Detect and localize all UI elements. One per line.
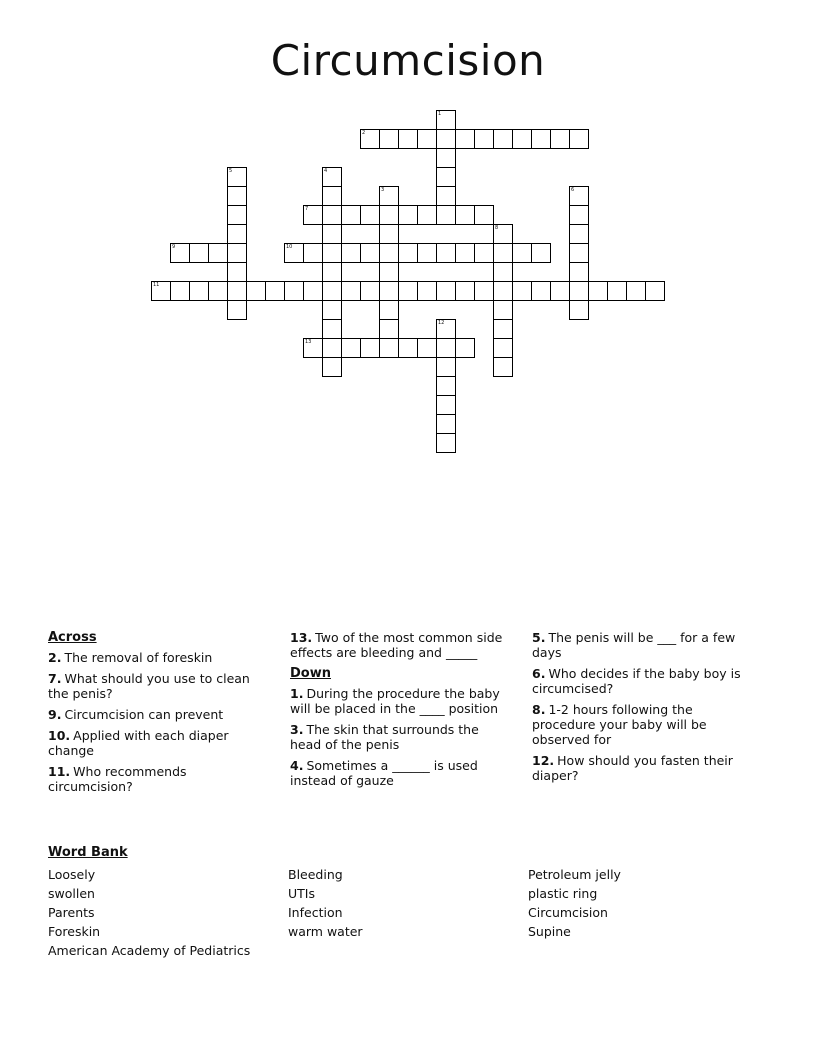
- crossword-cell[interactable]: [417, 129, 437, 149]
- clue-text: What should you use to clean the penis?: [48, 671, 250, 701]
- crossword-cell[interactable]: [493, 243, 513, 263]
- crossword-cell[interactable]: [341, 281, 361, 301]
- crossword-cell[interactable]: [493, 338, 513, 358]
- crossword-cell[interactable]: [417, 338, 437, 358]
- clues-column-3: [532, 630, 747, 789]
- word-bank-item: swollen: [48, 886, 95, 901]
- crossword-cell[interactable]: [379, 319, 399, 339]
- crossword-cell[interactable]: [493, 319, 513, 339]
- crossword-cell[interactable]: [322, 224, 342, 244]
- crossword-cell[interactable]: [379, 205, 399, 225]
- word-bank-item: warm water: [288, 924, 363, 939]
- clue-number: 7.: [48, 671, 62, 686]
- crossword-cell[interactable]: [531, 129, 551, 149]
- crossword-cell[interactable]: [227, 300, 247, 320]
- crossword-cell[interactable]: [569, 300, 589, 320]
- crossword-cell[interactable]: [189, 243, 209, 263]
- crossword-cell[interactable]: [569, 262, 589, 282]
- crossword-cell[interactable]: [493, 357, 513, 377]
- crossword-cell[interactable]: [303, 281, 323, 301]
- crossword-cell[interactable]: [341, 338, 361, 358]
- crossword-cell[interactable]: [436, 376, 456, 396]
- crossword-cell[interactable]: [170, 281, 190, 301]
- crossword-cell[interactable]: [493, 281, 513, 301]
- cell-clue-number: 10: [286, 244, 293, 250]
- clue-number: 4.: [290, 758, 304, 773]
- clue-number: 12.: [532, 753, 555, 768]
- clue-number: 8.: [532, 702, 546, 717]
- word-bank-column-3: [528, 865, 621, 941]
- crossword-cell[interactable]: [512, 281, 532, 301]
- crossword-cell[interactable]: [398, 281, 418, 301]
- word-bank-heading: Word Bank: [48, 845, 128, 860]
- crossword-cell[interactable]: [512, 129, 532, 149]
- word-bank-item: Petroleum jelly: [528, 867, 621, 882]
- cell-clue-number: 1: [438, 111, 442, 117]
- clue-text: How should you fasten their diaper?: [532, 753, 733, 783]
- crossword-cell[interactable]: [379, 300, 399, 320]
- crossword-cell[interactable]: [398, 338, 418, 358]
- crossword-cell[interactable]: [379, 338, 399, 358]
- crossword-cell[interactable]: [531, 243, 551, 263]
- crossword-cell[interactable]: [227, 262, 247, 282]
- crossword-cell[interactable]: [341, 205, 361, 225]
- crossword-cell[interactable]: [436, 186, 456, 206]
- crossword-cell[interactable]: [398, 205, 418, 225]
- word-bank-item: American Academy of Pediatrics: [48, 943, 251, 958]
- cell-clue-number: 8: [495, 225, 499, 231]
- crossword-cell[interactable]: [151, 281, 171, 301]
- crossword-cell[interactable]: [474, 243, 494, 263]
- cell-clue-number: 11: [153, 282, 160, 288]
- crossword-cell[interactable]: [322, 243, 342, 263]
- crossword-cell[interactable]: [569, 186, 589, 206]
- crossword-cell[interactable]: [474, 129, 494, 149]
- clue-across-11: [48, 764, 268, 794]
- crossword-cell[interactable]: [436, 243, 456, 263]
- crossword-cell[interactable]: [398, 129, 418, 149]
- word-bank-column-2: [288, 865, 363, 941]
- crossword-cell[interactable]: [246, 281, 266, 301]
- clue-text: During the procedure the baby will be placed in the ____ position: [290, 686, 500, 716]
- clue-down-1: [290, 686, 510, 716]
- crossword-cell[interactable]: [360, 243, 380, 263]
- clue-down-6: [532, 666, 747, 696]
- crossword-cell[interactable]: [569, 243, 589, 263]
- crossword-cell[interactable]: [436, 205, 456, 225]
- clue-down-4: [290, 758, 510, 788]
- clue-across-13: [290, 630, 510, 660]
- clues-column-2: [290, 630, 510, 794]
- crossword-cell[interactable]: [284, 243, 304, 263]
- crossword-cell[interactable]: [569, 281, 589, 301]
- crossword-cell[interactable]: [645, 281, 665, 301]
- word-bank-item: plastic ring: [528, 886, 598, 901]
- clue-across-2: [48, 650, 268, 665]
- word-bank-item: Infection: [288, 905, 343, 920]
- crossword-cell[interactable]: [436, 281, 456, 301]
- crossword-cell[interactable]: [360, 281, 380, 301]
- clue-number: 1.: [290, 686, 304, 701]
- word-bank-item: Parents: [48, 905, 95, 920]
- cell-clue-number: 2: [362, 130, 366, 136]
- crossword-cell[interactable]: [227, 224, 247, 244]
- crossword-cell[interactable]: [493, 262, 513, 282]
- crossword-cell[interactable]: [227, 243, 247, 263]
- crossword-cell[interactable]: [569, 205, 589, 225]
- page-title: Circumcision: [270, 36, 546, 85]
- crossword-cell[interactable]: [417, 243, 437, 263]
- clue-text: Circumcision can prevent: [64, 707, 224, 722]
- clue-text: Who recommends circumcision?: [48, 764, 187, 794]
- cell-clue-number: 13: [305, 339, 312, 345]
- clue-down-12: [532, 753, 747, 783]
- crossword-cell[interactable]: [227, 186, 247, 206]
- crossword-cell[interactable]: [436, 414, 456, 434]
- crossword-cell[interactable]: [322, 167, 342, 187]
- down-heading: Down: [290, 666, 331, 681]
- crossword-cell[interactable]: [436, 338, 456, 358]
- crossword-cell[interactable]: [170, 243, 190, 263]
- crossword-cell[interactable]: [322, 205, 342, 225]
- crossword-cell[interactable]: [512, 243, 532, 263]
- crossword-cell[interactable]: [322, 262, 342, 282]
- crossword-cell[interactable]: [265, 281, 285, 301]
- crossword-cell[interactable]: [398, 243, 418, 263]
- clue-number: 2.: [48, 650, 62, 665]
- crossword-cell[interactable]: [322, 186, 342, 206]
- crossword-cell[interactable]: [227, 167, 247, 187]
- crossword-cell[interactable]: [550, 129, 570, 149]
- clue-text: Applied with each diaper change: [48, 728, 229, 758]
- crossword-cell[interactable]: [436, 129, 456, 149]
- clue-number: 3.: [290, 722, 304, 737]
- crossword-cell[interactable]: [436, 319, 456, 339]
- word-bank-column-1: [48, 865, 250, 960]
- crossword-cell[interactable]: [208, 281, 228, 301]
- across-heading: Across: [48, 630, 97, 645]
- crossword-cell[interactable]: [303, 338, 323, 358]
- cell-clue-number: 12: [438, 320, 445, 326]
- clue-number: 11.: [48, 764, 71, 779]
- crossword-cell[interactable]: [417, 205, 437, 225]
- crossword-cell[interactable]: [493, 129, 513, 149]
- crossword-cell[interactable]: [436, 148, 456, 168]
- crossword-cell[interactable]: [569, 224, 589, 244]
- cell-clue-number: 7: [305, 206, 309, 212]
- crossword-cell[interactable]: [455, 281, 475, 301]
- word-bank-item: UTIs: [288, 886, 315, 901]
- crossword-cell[interactable]: [284, 281, 304, 301]
- crossword-cell[interactable]: [417, 281, 437, 301]
- crossword-cell[interactable]: [436, 433, 456, 453]
- crossword-cell[interactable]: [360, 129, 380, 149]
- clue-down-3: [290, 722, 510, 752]
- clue-down-8: [532, 702, 747, 747]
- crossword-cell[interactable]: [436, 167, 456, 187]
- crossword-cell[interactable]: [379, 281, 399, 301]
- word-bank-item: Circumcision: [528, 905, 608, 920]
- clue-text: Two of the most common side effects are bleeding and _____: [290, 630, 503, 660]
- word-bank-item: Foreskin: [48, 924, 101, 939]
- crossword-cell[interactable]: [607, 281, 627, 301]
- cell-clue-number: 9: [172, 244, 176, 250]
- crossword-cell[interactable]: [379, 262, 399, 282]
- crossword-cell[interactable]: [360, 205, 380, 225]
- crossword-cell[interactable]: [322, 338, 342, 358]
- crossword-cell[interactable]: [455, 243, 475, 263]
- crossword-cell[interactable]: [189, 281, 209, 301]
- clue-text: The skin that surrounds the head of the penis: [290, 722, 479, 752]
- crossword-cell[interactable]: [322, 319, 342, 339]
- clue-text: The penis will be ___ for a few days: [532, 630, 736, 660]
- clue-number: 9.: [48, 707, 62, 722]
- word-bank-item: Bleeding: [288, 867, 343, 882]
- crossword-cell[interactable]: [360, 338, 380, 358]
- crossword-cell[interactable]: [303, 243, 323, 263]
- crossword-cell[interactable]: [379, 224, 399, 244]
- crossword-cell[interactable]: [474, 205, 494, 225]
- clue-number: 13.: [290, 630, 313, 645]
- cell-clue-number: 6: [571, 187, 575, 193]
- crossword-cell[interactable]: [455, 338, 475, 358]
- crossword-cell[interactable]: [379, 186, 399, 206]
- clue-across-9: [48, 707, 268, 722]
- cell-clue-number: 3: [381, 187, 385, 193]
- crossword-cell[interactable]: [436, 395, 456, 415]
- crossword-cell[interactable]: [436, 357, 456, 377]
- word-bank-item: Loosely: [48, 867, 96, 882]
- crossword-cell[interactable]: [588, 281, 608, 301]
- crossword-cell[interactable]: [436, 110, 456, 130]
- crossword-cell[interactable]: [322, 281, 342, 301]
- crossword-cell[interactable]: [379, 129, 399, 149]
- clue-number: 5.: [532, 630, 546, 645]
- crossword-cell[interactable]: [550, 281, 570, 301]
- clue-across-7: [48, 671, 268, 701]
- clue-number: 10.: [48, 728, 71, 743]
- clue-text: The removal of foreskin: [64, 650, 213, 665]
- crossword-cell[interactable]: [227, 205, 247, 225]
- crossword-cell[interactable]: [341, 243, 361, 263]
- clue-text: Who decides if the baby boy is circumcised?: [532, 666, 741, 696]
- crossword-cell[interactable]: [208, 243, 228, 263]
- crossword-cell[interactable]: [455, 205, 475, 225]
- crossword-cell[interactable]: [379, 243, 399, 263]
- crossword-cell[interactable]: [531, 281, 551, 301]
- crossword-cell[interactable]: [626, 281, 646, 301]
- clue-across-10: [48, 728, 268, 758]
- crossword-cell[interactable]: [569, 129, 589, 149]
- clue-number: 6.: [532, 666, 546, 681]
- crossword-cell[interactable]: [303, 205, 323, 225]
- crossword-cell[interactable]: [322, 300, 342, 320]
- clue-down-5: [532, 630, 747, 660]
- word-bank-item: Supine: [528, 924, 571, 939]
- crossword-cell[interactable]: [322, 357, 342, 377]
- crossword-grid: [0, 0, 816, 480]
- crossword-cell[interactable]: [474, 281, 494, 301]
- clue-text: Sometimes a ______ is used instead of gauze: [290, 758, 478, 788]
- crossword-cell[interactable]: [493, 224, 513, 244]
- clue-text: 1-2 hours following the procedure your baby will be observed for: [532, 702, 707, 747]
- crossword-cell[interactable]: [455, 129, 475, 149]
- cell-clue-number: 5: [229, 168, 233, 174]
- clues-column-1: [48, 630, 268, 800]
- crossword-cell[interactable]: [493, 300, 513, 320]
- crossword-cell[interactable]: [227, 281, 247, 301]
- cell-clue-number: 4: [324, 168, 328, 174]
